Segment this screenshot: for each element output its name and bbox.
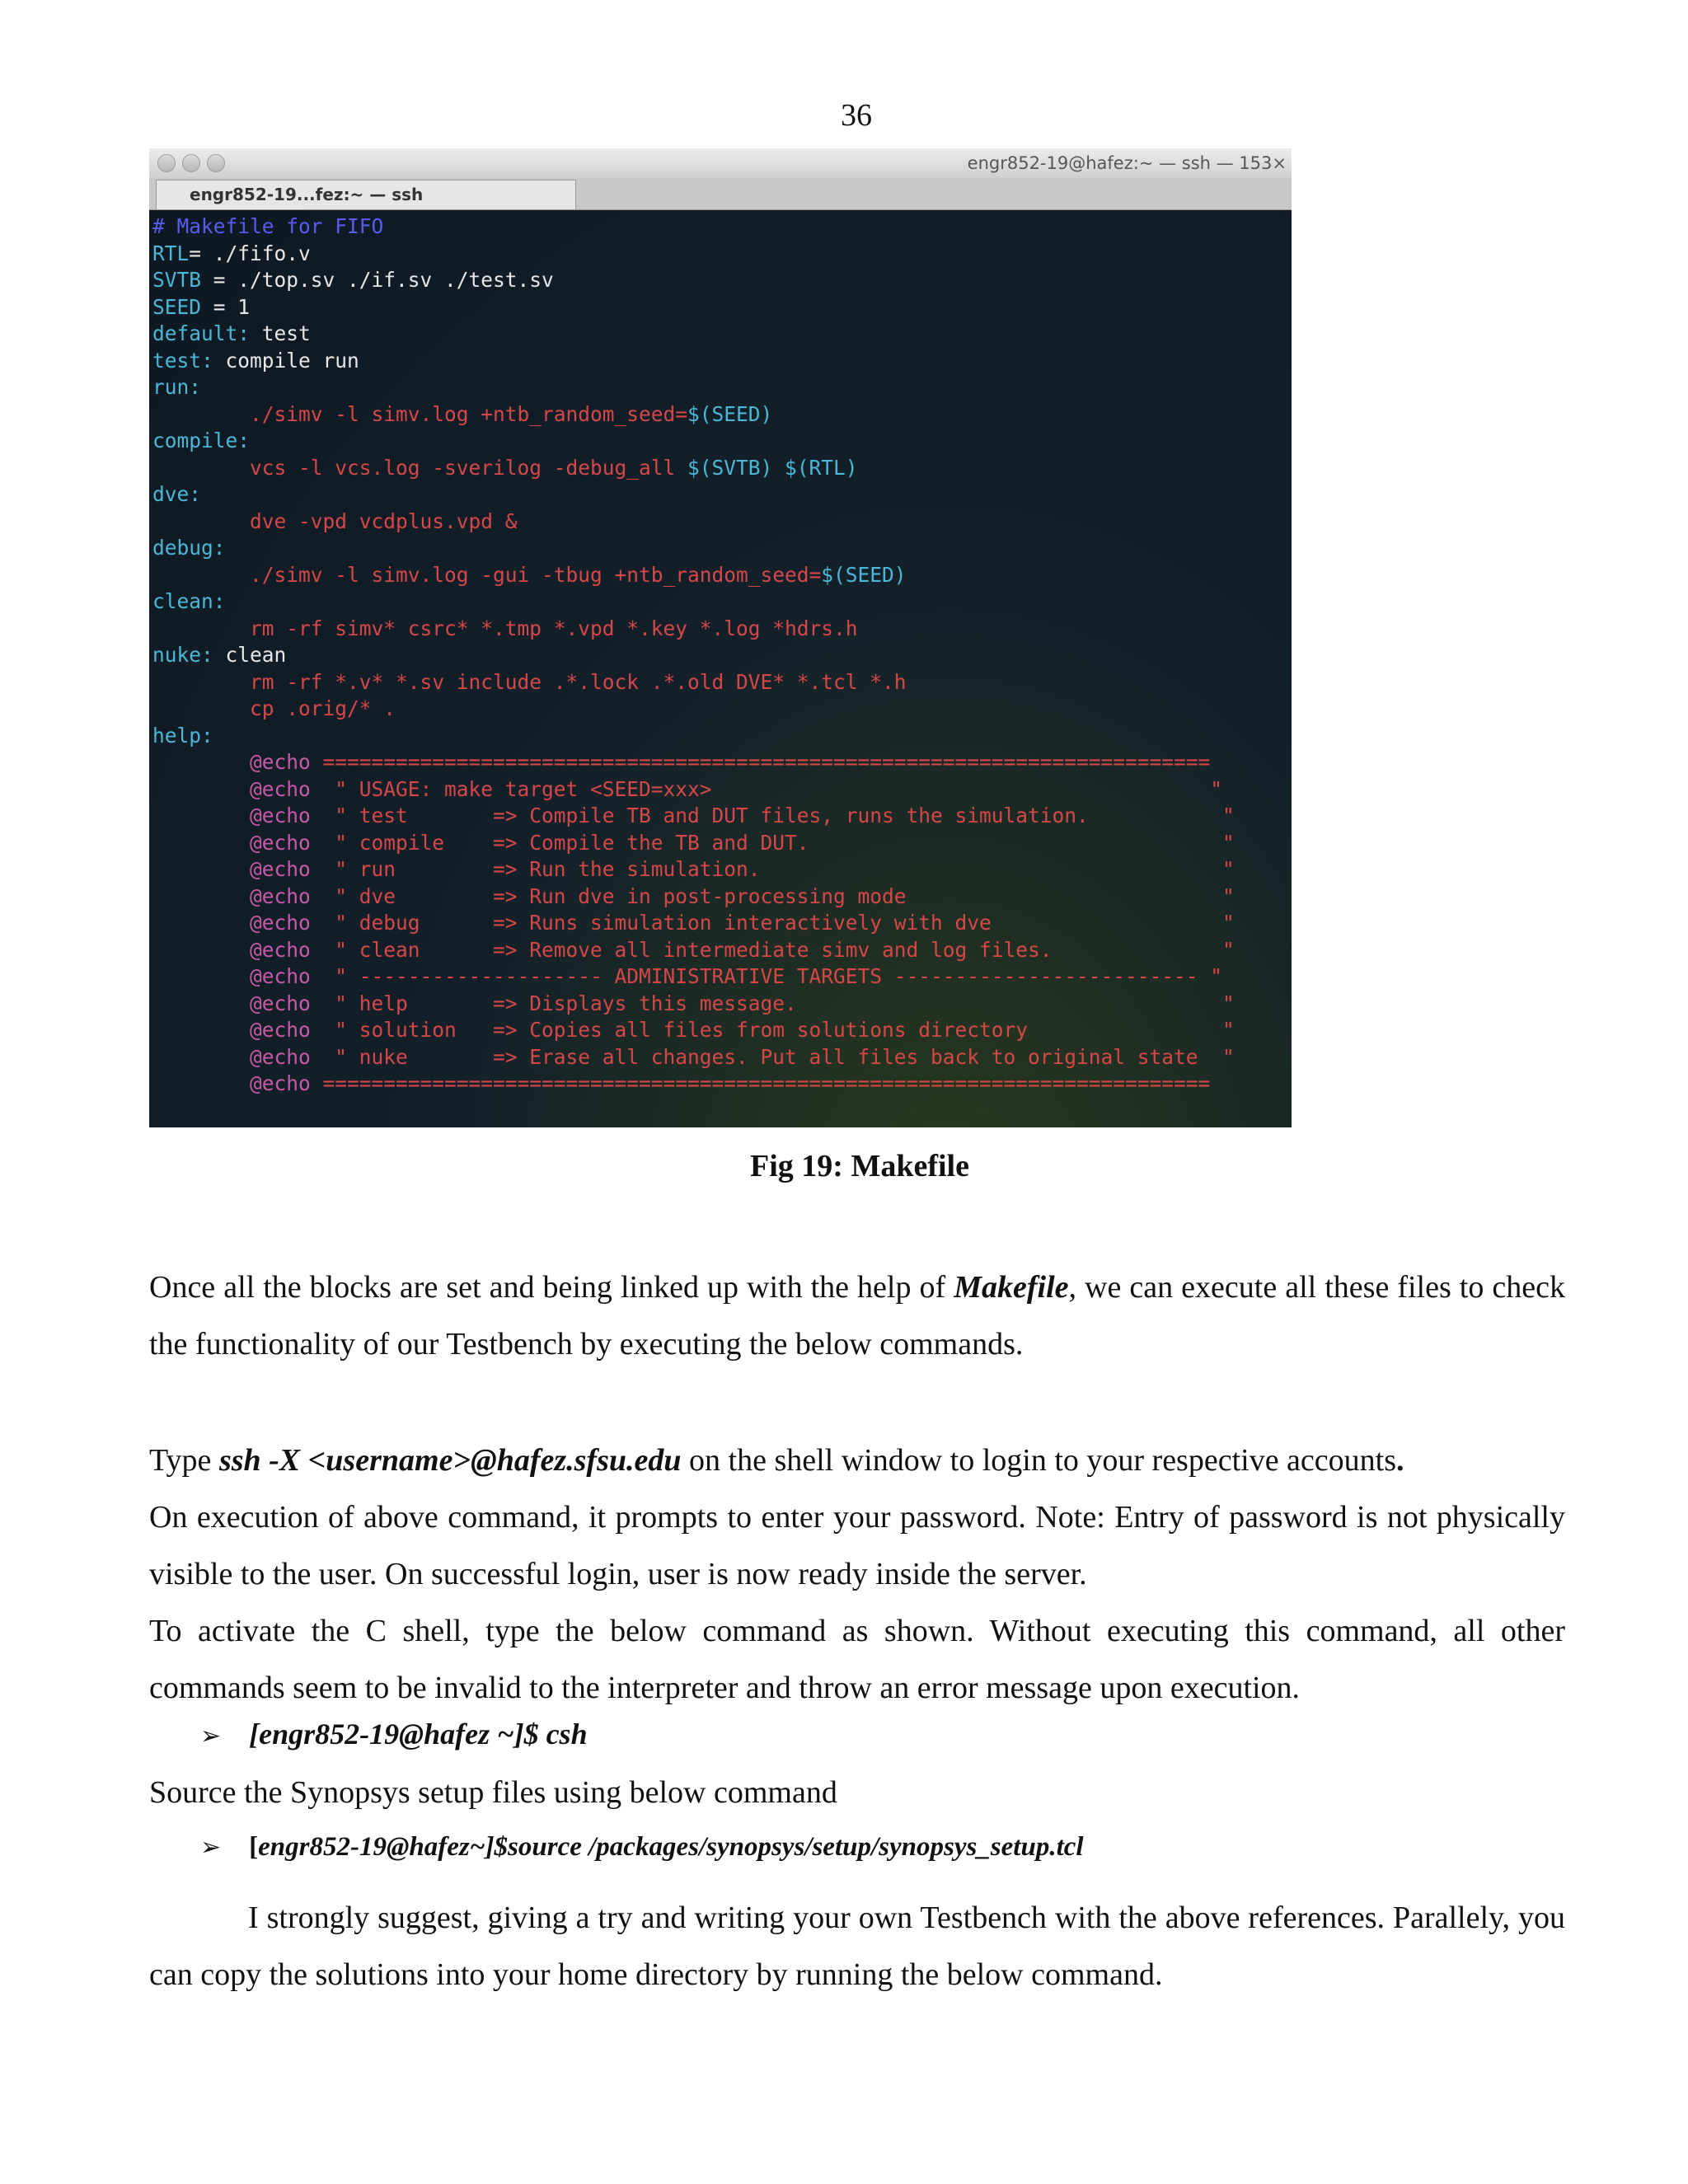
terminal-segment: test (250, 321, 311, 345)
paragraph-login (149, 1432, 1565, 1717)
paragraph-suggestion (149, 1890, 1565, 2004)
terminal-segment: vcs -l vcs.log -sverilog -debug_all (152, 455, 688, 480)
terminal-line (152, 562, 1292, 589)
ssh-command: ssh -X <username>@hafez.sfsu.edu (218, 1443, 682, 1478)
terminal-line (152, 535, 1292, 562)
terminal-line (152, 1071, 1292, 1098)
terminal-line (152, 616, 1292, 643)
terminal-line (152, 776, 1292, 804)
source-command-bracket: [ (249, 1832, 259, 1862)
terminal-segment: ========================================================================= (310, 1071, 1211, 1095)
terminal-line (152, 294, 1292, 321)
terminal-segment: @echo (250, 991, 311, 1015)
terminal-segment: compile run (213, 348, 359, 373)
makefile-listing (149, 210, 1292, 1127)
terminal-segment: run: (152, 375, 202, 399)
terminal-segment: @echo (250, 964, 311, 988)
terminal-segment: SEED (152, 294, 202, 319)
terminal-line (152, 830, 1292, 857)
paragraph-intro-post: , we can execute all these files to check the functionality of our Testbench by executing the below commands. (149, 1270, 1565, 1361)
password-note: On execution of above command, it prompts to enter your password. Note: Entry of password is not physically visible to the user. On successful login, user is now ready inside the server. (149, 1500, 1565, 1591)
terminal-line (152, 1017, 1292, 1044)
terminal-segment: " run => Run the simulation. " (310, 857, 1235, 881)
terminal-segment: default: (152, 321, 251, 345)
terminal-segment: " solution => Copies all files from solutions directory " (310, 1018, 1235, 1042)
terminal-segment (152, 777, 250, 801)
terminal-segment: " debug => Runs simulation interactively with dve " (310, 911, 1235, 935)
close-window-icon (157, 154, 176, 172)
terminal-segment: ./simv -l simv.log -gui -tbug +ntb_random_seed= (152, 562, 822, 587)
terminal-line (152, 588, 1292, 616)
terminal-line (152, 883, 1292, 911)
bullet-csh (200, 1717, 588, 1751)
terminal-segment: $(SVTB) $(RTL) (687, 455, 858, 480)
terminal-line (152, 374, 1292, 401)
terminal-segment: help: (152, 723, 213, 748)
terminal-segment (152, 911, 250, 935)
csh-command: [engr852-19@hafez ~]$ csh (249, 1718, 588, 1750)
login-type-rest: on the shell window to login to your respective accounts (681, 1443, 1397, 1478)
terminal-segment (152, 884, 250, 908)
terminal-line (152, 1044, 1292, 1071)
terminal-segment: cp .orig/* . (152, 696, 396, 720)
terminal-screenshot (149, 148, 1292, 1127)
terminal-segment: compile: (152, 429, 251, 452)
zoom-window-icon (207, 154, 225, 172)
login-instruction (149, 1432, 1565, 1489)
terminal-segment: @echo (250, 1071, 311, 1095)
terminal-segment: " -------------------- ADMINISTRATIVE TARGETS ------------------------- " (310, 964, 1223, 988)
terminal-segment: @echo (250, 883, 311, 908)
terminal-segment: # Makefile for FIFO (152, 214, 384, 238)
terminal-line (152, 401, 1292, 429)
terminal-line (152, 937, 1292, 964)
figure-caption: Fig 19: Makefile (750, 1149, 969, 1183)
paragraph-intro-pre: Once all the blocks are set and being linked up with the help of (149, 1270, 954, 1305)
arrow-bullet-icon: ➢ (200, 1833, 222, 1862)
terminal-segment: @echo (250, 1018, 311, 1042)
terminal-segment: clean (213, 643, 287, 667)
terminal-segment: " compile => Compile the TB and DUT. " (310, 830, 1235, 855)
source-instruction: Source the Synopsys setup files using below command (149, 1775, 837, 1810)
page-number: 36 (841, 98, 872, 133)
terminal-segment: rm -rf simv* csrc* *.tmp *.vpd *.key *.log *hdrs.h (152, 616, 858, 640)
terminal-segment: " dve => Run dve in post-processing mode " (310, 883, 1235, 908)
terminal-segment (152, 857, 250, 881)
terminal-tab: engr852-19...fez:~ — ssh (156, 180, 576, 209)
terminal-line (152, 991, 1292, 1018)
terminal-segment: $(SEED) (687, 401, 773, 426)
terminal-line (152, 241, 1292, 268)
terminal-segment (152, 964, 250, 988)
terminal-segment: @echo (250, 830, 311, 855)
terminal-line (152, 267, 1292, 294)
terminal-segment: " test => Compile TB and DUT files, runs the simulation. " (310, 804, 1235, 827)
terminal-tabbar (149, 178, 1292, 210)
terminal-line (152, 910, 1292, 937)
terminal-line (152, 455, 1292, 482)
terminal-line (152, 856, 1292, 883)
arrow-bullet-icon: ➢ (200, 1722, 222, 1750)
minimize-window-icon (182, 154, 200, 172)
terminal-segment: SVTB (152, 268, 202, 292)
terminal-line (152, 696, 1292, 723)
terminal-segment: @echo (250, 776, 311, 801)
terminal-line (152, 321, 1292, 348)
terminal-segment: @echo (250, 911, 311, 935)
terminal-segment: dve -vpd vcdplus.vpd & (152, 509, 518, 533)
terminal-segment: = 1 (201, 294, 251, 319)
suggestion-text: I strongly suggest, giving a try and writing your own Testbench with the above references. Parallely, you can copy the solutions into your home directory by running the below command. (149, 1900, 1565, 1992)
login-type-period: . (1396, 1443, 1404, 1478)
terminal-segment: nuke: (152, 643, 213, 667)
terminal-segment (152, 1045, 250, 1069)
terminal-segment: debug: (152, 536, 226, 560)
terminal-line (152, 749, 1292, 776)
terminal-segment: @echo (250, 804, 311, 827)
terminal-line (152, 348, 1292, 375)
terminal-segment: dve: (152, 482, 202, 506)
csh-note: To activate the C shell, type the below command as shown. Without executing this command, all other commands seem to be invalid to the interpreter and throw an error message upon execution. (149, 1614, 1565, 1705)
terminal-segment: " clean => Remove all intermediate simv and log files. " (310, 937, 1235, 962)
terminal-segment: @echo (250, 750, 311, 774)
login-type-label: Type (149, 1443, 219, 1478)
terminal-segment (152, 831, 250, 855)
terminal-segment: " nuke => Erase all changes. Put all files back to original state " (310, 1044, 1235, 1069)
terminal-line (152, 642, 1292, 669)
terminal-segment: rm -rf *.v* *.sv include .*.lock .*.old DVE* *.tcl *.h (152, 669, 907, 694)
terminal-segment (152, 991, 250, 1015)
terminal-line (152, 669, 1292, 696)
terminal-segment: @echo (250, 937, 311, 962)
terminal-titlebar (149, 148, 1292, 178)
terminal-segment: test: (152, 348, 213, 373)
makefile-emphasis: Makefile (954, 1270, 1069, 1305)
terminal-line (152, 428, 1292, 455)
terminal-segment: clean: (152, 589, 226, 613)
terminal-segment (152, 750, 250, 774)
terminal-line (152, 213, 1292, 241)
paragraph-intro (149, 1259, 1565, 1373)
terminal-line (152, 803, 1292, 830)
terminal-segment (152, 804, 250, 827)
terminal-line (152, 963, 1292, 991)
terminal-segment: @echo (250, 857, 311, 881)
source-command: engr852-19@hafez~]$source /packages/synopsys/setup/synopsys_setup.tcl (258, 1832, 1084, 1862)
terminal-segment: " help => Displays this message. " (310, 991, 1235, 1015)
terminal-segment: $(SEED) (821, 562, 907, 587)
terminal-segment: ./simv -l simv.log +ntb_random_seed= (152, 401, 688, 426)
terminal-line (152, 509, 1292, 536)
terminal-segment: = ./fifo.v (189, 241, 311, 265)
terminal-line (152, 481, 1292, 509)
terminal-line (152, 723, 1292, 750)
terminal-segment (152, 938, 250, 962)
terminal-segment: ========================================================================= (310, 750, 1211, 774)
terminal-segment: RTL (152, 241, 190, 265)
bullet-source (200, 1832, 1084, 1863)
terminal-segment (152, 1071, 250, 1095)
terminal-window-title: engr852-19@hafez:~ — ssh — 153× (967, 153, 1287, 173)
terminal-segment: = ./top.sv ./if.sv ./test.sv (201, 268, 554, 292)
terminal-segment: @echo (250, 1044, 311, 1069)
terminal-segment (152, 1018, 250, 1042)
terminal-segment: " USAGE: make target <SEED=xxx> " (310, 776, 1223, 801)
